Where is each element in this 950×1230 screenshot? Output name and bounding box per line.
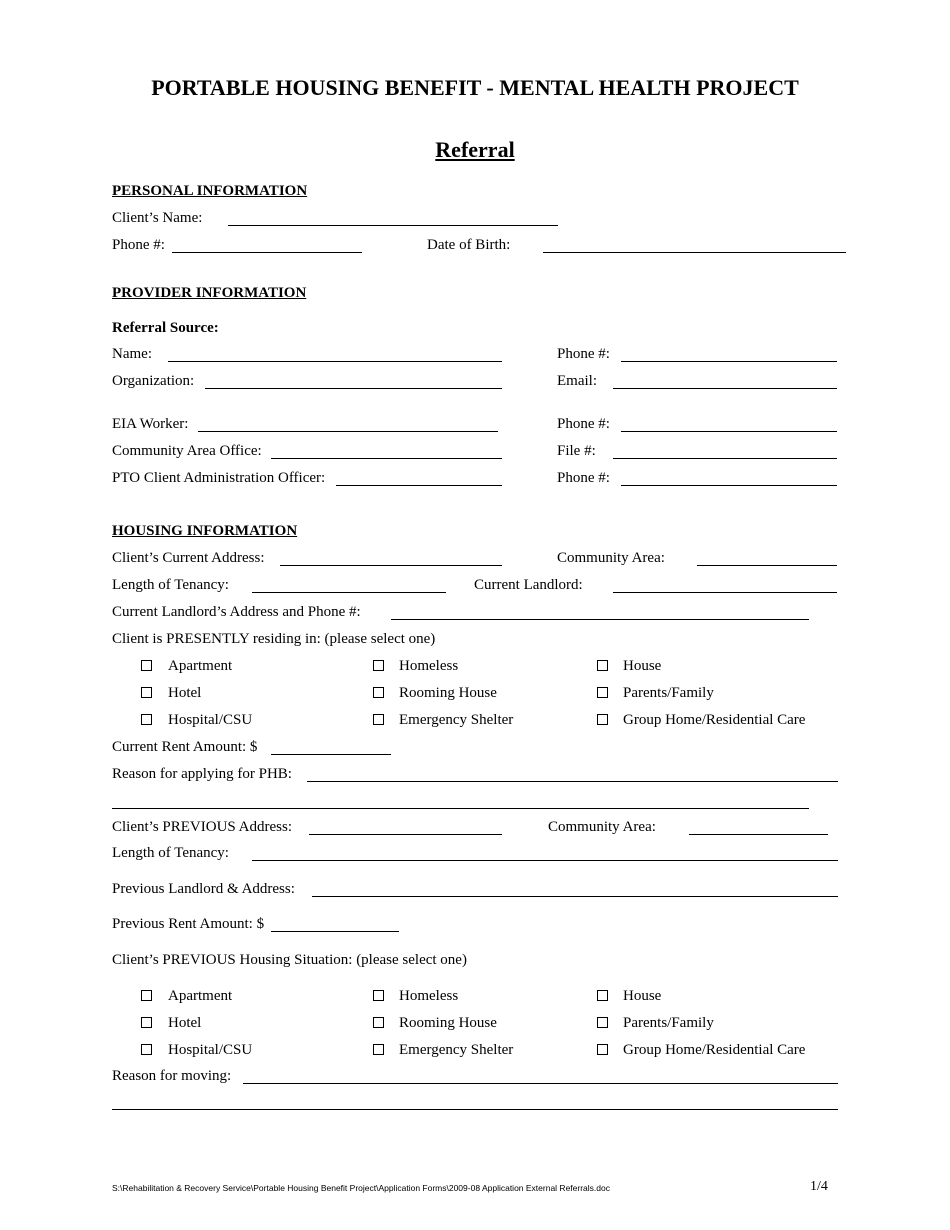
length-of-tenancy-label: Length of Tenancy: (112, 577, 229, 593)
eia-phone-field[interactable] (621, 431, 837, 432)
form-subtitle: Referral (435, 137, 515, 162)
previous-rooming-house-checkbox[interactable] (373, 1017, 384, 1028)
present-hotel-label: Hotel (168, 685, 202, 701)
previous-apartment-checkbox[interactable] (141, 990, 152, 1001)
present-emergency-shelter-label: Emergency Shelter (399, 712, 514, 728)
reason-moving-field-line2[interactable] (112, 1109, 838, 1110)
previous-group-home-checkbox[interactable] (597, 1044, 608, 1055)
previous-house-checkbox[interactable] (597, 990, 608, 1001)
eia-worker-label: EIA Worker: (112, 416, 189, 432)
present-apartment-label: Apartment (168, 658, 233, 674)
present-rooming-house-checkbox[interactable] (373, 687, 384, 698)
provider-info-heading: PROVIDER INFORMATION (112, 285, 307, 301)
pto-officer-label: PTO Client Administration Officer: (112, 470, 326, 486)
present-parents-family-checkbox[interactable] (597, 687, 608, 698)
previous-group-home-label: Group Home/Residential Care (623, 1042, 806, 1058)
pto-phone-field[interactable] (621, 485, 837, 486)
previous-landlord-field[interactable] (312, 896, 838, 897)
previous-apartment-label: Apartment (168, 988, 233, 1004)
previous-emergency-shelter-checkbox[interactable] (373, 1044, 384, 1055)
present-apartment-checkbox[interactable] (141, 660, 152, 671)
previous-homeless-label: Homeless (399, 988, 459, 1004)
present-hospital-csu-checkbox[interactable] (141, 714, 152, 725)
personal-phone-label: Phone #: (112, 237, 165, 253)
pto-officer-field[interactable] (336, 485, 502, 486)
reason-applying-field[interactable] (307, 781, 838, 782)
eia-phone-label: Phone #: (557, 416, 610, 432)
current-rent-label: Current Rent Amount: $ (112, 739, 258, 755)
client-name-label: Client’s Name: (112, 210, 203, 226)
footer-file-path: S:\Rehabilitation & Recovery Service\Portable Housing Benefit Project\Application Forms\2009-08 Application External Referrals.doc (112, 1183, 610, 1193)
previous-length-of-tenancy-label: Length of Tenancy: (112, 845, 229, 861)
current-landlord-label: Current Landlord: (474, 577, 583, 593)
present-emergency-shelter-checkbox[interactable] (373, 714, 384, 725)
reason-moving-label: Reason for moving: (112, 1068, 232, 1084)
present-group-home-checkbox[interactable] (597, 714, 608, 725)
file-number-field[interactable] (613, 458, 837, 459)
eia-worker-field[interactable] (198, 431, 498, 432)
housing-info-heading: HOUSING INFORMATION (112, 523, 298, 539)
previous-address-field[interactable] (309, 834, 502, 835)
previous-community-area-field[interactable] (689, 834, 828, 835)
page-number: 1/4 (810, 1179, 828, 1194)
length-of-tenancy-field[interactable] (252, 592, 446, 593)
referral-source-label: Referral Source: (112, 320, 219, 336)
landlord-address-phone-label: Current Landlord’s Address and Phone #: (112, 604, 361, 620)
community-area-label: Community Area: (557, 550, 665, 566)
presently-residing-label: Client is PRESENTLY residing in: (please select one) (112, 631, 436, 647)
previous-hotel-checkbox[interactable] (141, 1017, 152, 1028)
provider-phone-label: Phone #: (557, 346, 610, 362)
file-number-label: File #: (557, 443, 596, 459)
previous-hospital-csu-label: Hospital/CSU (168, 1042, 253, 1058)
present-group-home-label: Group Home/Residential Care (623, 712, 806, 728)
previous-rent-field[interactable] (271, 931, 399, 932)
present-homeless-checkbox[interactable] (373, 660, 384, 671)
previous-community-area-label: Community Area: (548, 819, 656, 835)
previous-rent-label: Previous Rent Amount: $ (112, 916, 265, 932)
present-house-checkbox[interactable] (597, 660, 608, 671)
reason-applying-label: Reason for applying for PHB: (112, 766, 292, 782)
email-label: Email: (557, 373, 597, 389)
personal-info-heading: PERSONAL INFORMATION (112, 183, 308, 199)
current-address-label: Client’s Current Address: (112, 550, 265, 566)
previous-parents-family-label: Parents/Family (623, 1015, 714, 1031)
previous-rooming-house-label: Rooming House (399, 1015, 497, 1031)
provider-name-label: Name: (112, 346, 152, 362)
form-title: PORTABLE HOUSING BENEFIT - MENTAL HEALTH PROJECT (151, 75, 799, 100)
previous-emergency-shelter-label: Emergency Shelter (399, 1042, 514, 1058)
current-address-field[interactable] (280, 565, 502, 566)
previous-homeless-checkbox[interactable] (373, 990, 384, 1001)
previous-landlord-label: Previous Landlord & Address: (112, 881, 295, 897)
community-area-field[interactable] (697, 565, 837, 566)
present-parents-family-label: Parents/Family (623, 685, 714, 701)
previous-situation-label: Client’s PREVIOUS Housing Situation: (please select one) (112, 952, 467, 968)
personal-phone-field[interactable] (172, 252, 362, 253)
dob-field[interactable] (543, 252, 846, 253)
present-rooming-house-label: Rooming House (399, 685, 497, 701)
organization-label: Organization: (112, 373, 195, 389)
dob-label: Date of Birth: (427, 237, 511, 253)
current-rent-field[interactable] (271, 754, 391, 755)
present-house-label: House (623, 658, 662, 674)
provider-phone-field[interactable] (621, 361, 837, 362)
previous-hotel-label: Hotel (168, 1015, 202, 1031)
organization-field[interactable] (205, 388, 502, 389)
previous-hospital-csu-checkbox[interactable] (141, 1044, 152, 1055)
email-field[interactable] (613, 388, 837, 389)
community-area-office-field[interactable] (271, 458, 502, 459)
present-hotel-checkbox[interactable] (141, 687, 152, 698)
previous-house-label: House (623, 988, 662, 1004)
reason-applying-field-line2[interactable] (112, 808, 809, 809)
previous-length-of-tenancy-field[interactable] (252, 860, 838, 861)
client-name-field[interactable] (228, 225, 558, 226)
pto-phone-label: Phone #: (557, 470, 610, 486)
landlord-address-phone-field[interactable] (391, 619, 809, 620)
current-landlord-field[interactable] (613, 592, 837, 593)
provider-name-field[interactable] (168, 361, 502, 362)
present-hospital-csu-label: Hospital/CSU (168, 712, 253, 728)
reason-moving-field[interactable] (243, 1083, 838, 1084)
community-area-office-label: Community Area Office: (112, 443, 262, 459)
previous-parents-family-checkbox[interactable] (597, 1017, 608, 1028)
present-homeless-label: Homeless (399, 658, 459, 674)
previous-address-label: Client’s PREVIOUS Address: (112, 819, 293, 835)
